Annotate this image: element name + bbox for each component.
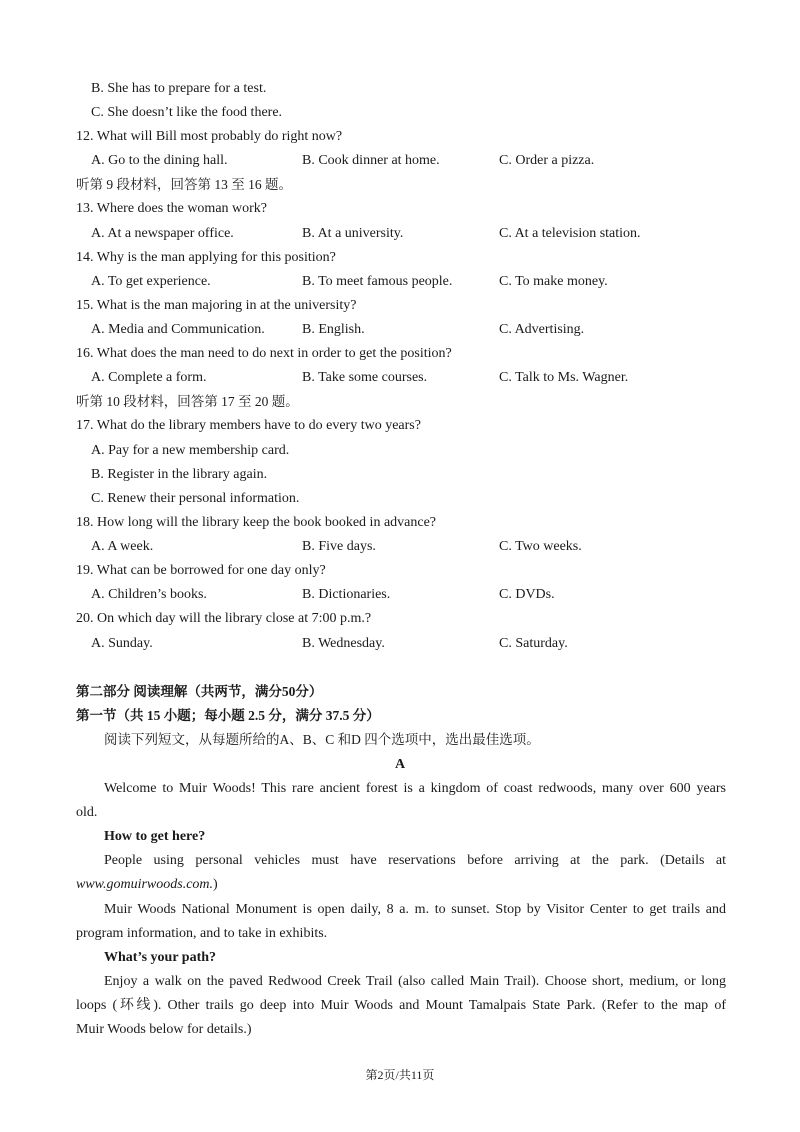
q16-option-b: B. Take some courses. xyxy=(302,370,428,385)
question-13: 13. Where does the woman work? xyxy=(76,201,268,216)
reading-instruction: 阅读下列短文，从每题所给的A、B、C 和D 四个选项中，选出最佳选项。 xyxy=(104,732,540,747)
q19-option-b: B. Dictionaries. xyxy=(302,587,391,602)
q17-option-a: A. Pay for a new membership card. xyxy=(91,443,290,458)
paragraph-4-line-2: loops (环线). Other trails go deep into Muir Woods and Mount Tamalpais State Park. (Refer to the map of xyxy=(76,998,726,1013)
paragraph-2-line-2 xyxy=(76,876,726,894)
heading-how-to-get-here: How to get here? xyxy=(104,829,206,844)
q18-option-a: A. A week. xyxy=(91,539,154,554)
q16-option-a: A. Complete a form. xyxy=(91,370,207,385)
question-15: 15. What is the man majoring in at the university? xyxy=(76,298,357,313)
paragraph-1-line-2: old. xyxy=(76,805,98,820)
q12-option-c: C. Order a pizza. xyxy=(499,153,595,168)
paragraph-4-line-1: Enjoy a walk on the paved Redwood Creek Trail (also called Main Trail). Choose short, medium, or long xyxy=(104,974,726,989)
paragraph-4-line-3: Muir Woods below for details.) xyxy=(76,1022,252,1037)
q19-option-a: A. Children’s books. xyxy=(91,587,207,602)
q13-option-b: B. At a university. xyxy=(302,226,404,241)
question-17: 17. What do the library members have to do every two years? xyxy=(76,418,421,433)
section-10-instruction: 听第 10 段材料，回答第 17 至 20 题。 xyxy=(76,394,299,409)
q17-option-c: C. Renew their personal information. xyxy=(91,491,300,506)
q11-option-c: C. She doesn’t like the food there. xyxy=(91,105,283,120)
question-12: 12. What will Bill most probably do right now? xyxy=(76,129,343,144)
section-9-instruction: 听第 9 段材料，回答第 13 至 16 题。 xyxy=(76,177,292,192)
q14-option-b: B. To meet famous people. xyxy=(302,274,453,289)
q15-option-b: B. English. xyxy=(302,322,365,337)
passage-label: A xyxy=(394,757,406,772)
question-18: 18. How long will the library keep the book booked in advance? xyxy=(76,515,437,530)
question-16: 16. What does the man need to do next in order to get the position? xyxy=(76,346,452,361)
section-one-title: 第一节（共 15 小题；每小题 2.5 分，满分 37.5 分） xyxy=(76,708,380,723)
paragraph-3-line-1: Muir Woods National Monument is open daily, 8 a. m. to sunset. Stop by Visitor Center to get trails and xyxy=(104,902,726,917)
heading-whats-your-path: What’s your path? xyxy=(104,950,217,965)
q12-option-b: B. Cook dinner at home. xyxy=(302,153,440,168)
question-20: 20. On which day will the library close at 7:00 p.m.? xyxy=(76,611,372,626)
q13-option-c: C. At a television station. xyxy=(499,226,641,241)
paragraph-1-line-1: Welcome to Muir Woods! This rare ancient forest is a kingdom of coast redwoods, many over 600 years xyxy=(104,781,726,796)
q11-option-b: B. She has to prepare for a test. xyxy=(91,81,267,96)
q20-option-b: B. Wednesday. xyxy=(302,636,385,651)
q14-option-c: C. To make money. xyxy=(499,274,608,289)
question-14: 14. Why is the man applying for this position? xyxy=(76,250,336,265)
q20-option-c: C. Saturday. xyxy=(499,636,568,651)
q15-option-a: A. Media and Communication. xyxy=(91,322,265,337)
q18-option-b: B. Five days. xyxy=(302,539,376,554)
paragraph-2-end: ) xyxy=(213,877,218,892)
q13-option-a: A. At a newspaper office. xyxy=(91,226,234,241)
website-url: www.gomuirwoods.com. xyxy=(76,877,214,892)
q15-option-c: C. Advertising. xyxy=(499,322,585,337)
q14-option-a: A. To get experience. xyxy=(91,274,211,289)
q17-option-b: B. Register in the library again. xyxy=(91,467,268,482)
part-two-title: 第二部分 阅读理解（共两节，满分50分） xyxy=(76,684,323,699)
paragraph-2-line-1: People using personal vehicles must have reservations before arriving at the park. (Details at xyxy=(104,853,726,868)
paragraph-3-line-2: program information, and to take in exhibits. xyxy=(76,926,328,941)
q20-option-a: A. Sunday. xyxy=(91,636,153,651)
q19-option-c: C. DVDs. xyxy=(499,587,555,602)
page-footer: 第2页/共11页 xyxy=(365,1068,435,1082)
q18-option-c: C. Two weeks. xyxy=(499,539,582,554)
question-19: 19. What can be borrowed for one day only? xyxy=(76,563,326,578)
q16-option-c: C. Talk to Ms. Wagner. xyxy=(499,370,629,385)
q12-option-a: A. Go to the dining hall. xyxy=(91,153,228,168)
